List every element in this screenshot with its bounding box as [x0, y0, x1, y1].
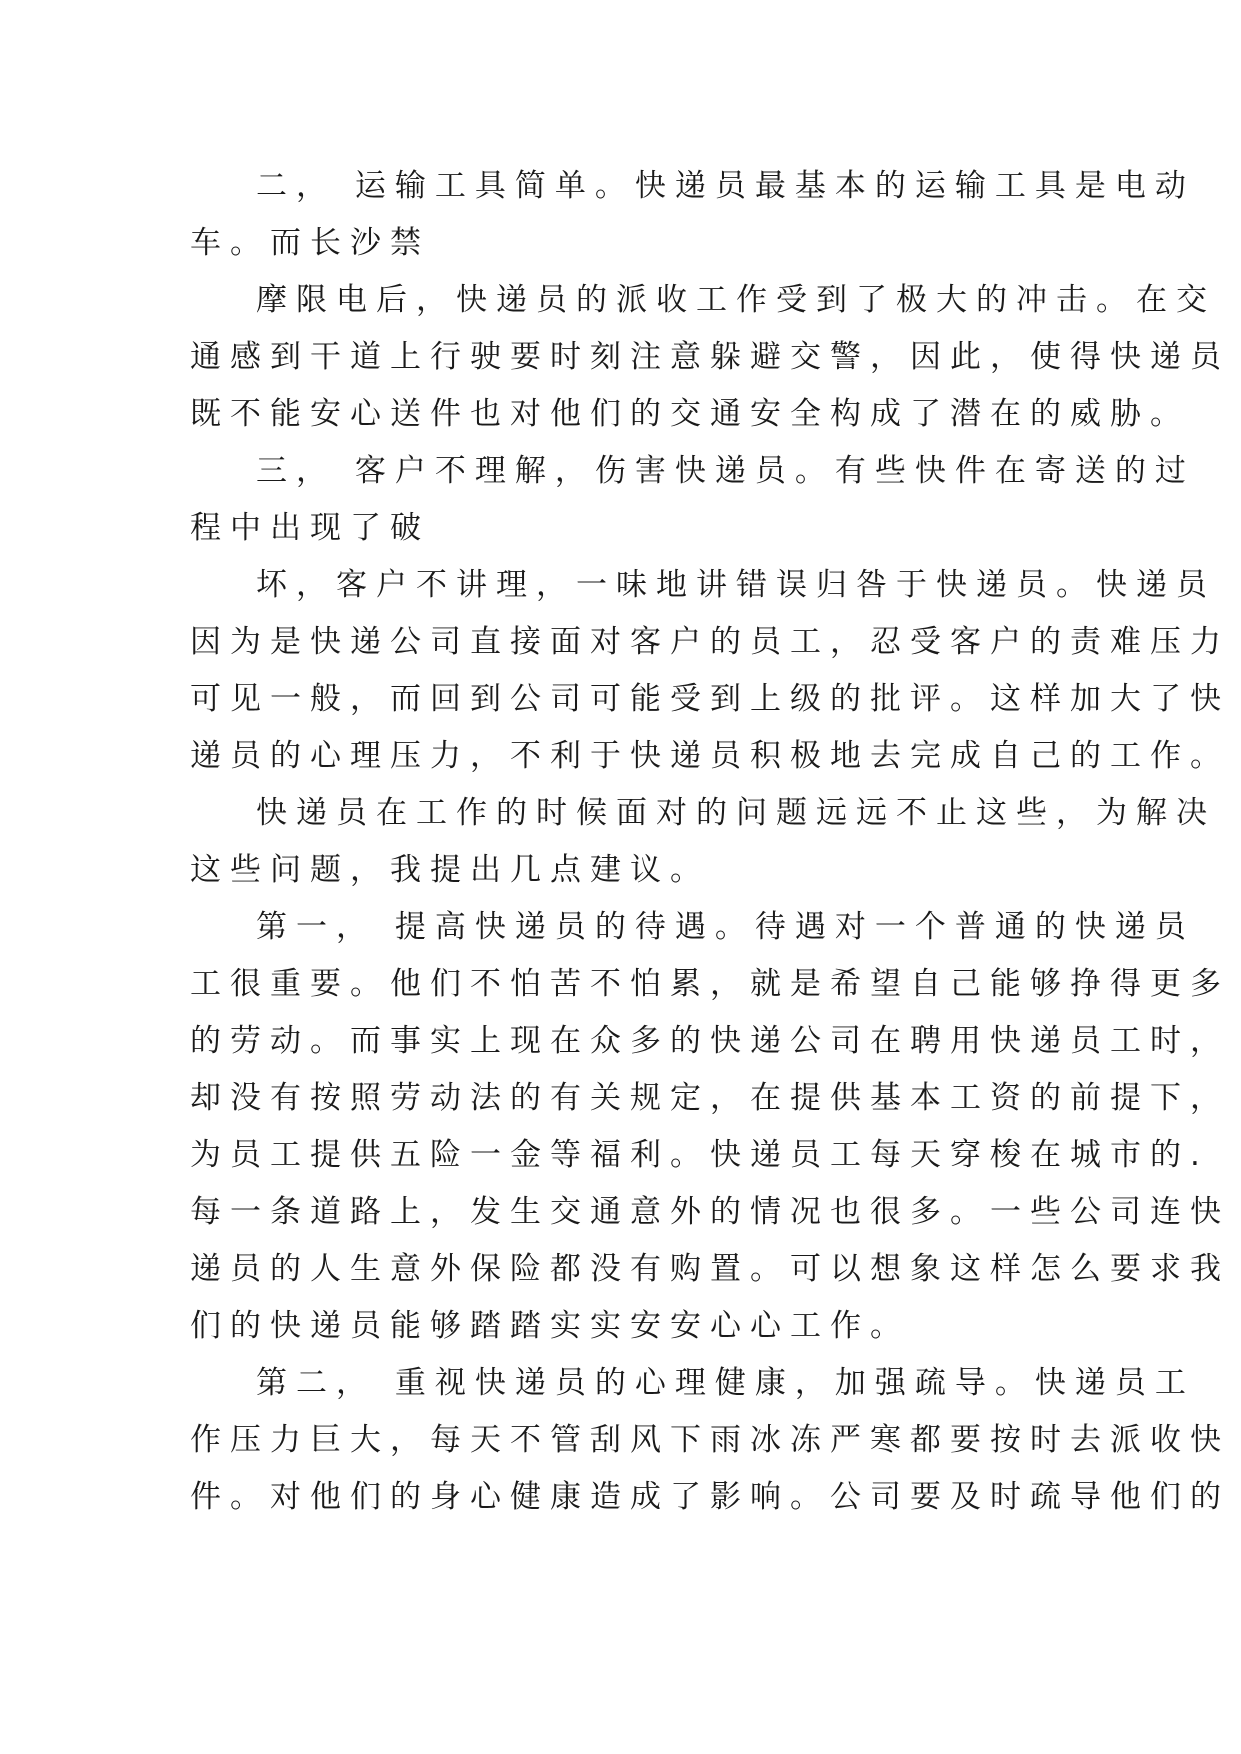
text-line: 为员工提供五险一金等福利。快递员工每天穿梭在城市的. — [190, 1137, 1209, 1173]
text-line: 三， 客户不理解，伤害快递员。有些快件在寄送的过 — [256, 453, 1195, 489]
text-line: 第二， 重视快递员的心理健康，加强疏导。快递员工 — [256, 1365, 1195, 1401]
text-line: 摩限电后，快递员的派收工作受到了极大的冲击。在交 — [256, 282, 1216, 318]
text-line: 却没有按照劳动法的有关规定，在提供基本工资的前提下， — [190, 1080, 1230, 1116]
text-line: 程中出现了破 — [190, 510, 430, 546]
text-line: 件。对他们的身心健康造成了影响。公司要及时疏导他们的 — [190, 1479, 1230, 1515]
text-line: 通感到干道上行驶要时刻注意躲避交警，因此，使得快递员 — [190, 339, 1230, 375]
text-line: 这些问题，我提出几点建议。 — [190, 852, 710, 888]
text-line: 因为是快递公司直接面对客户的员工，忍受客户的责难压力 — [190, 624, 1230, 660]
text-line: 的劳动。而事实上现在众多的快递公司在聘用快递员工时， — [190, 1023, 1230, 1059]
text-line: 可见一般，而回到公司可能受到上级的批评。这样加大了快 — [190, 681, 1230, 717]
text-line: 每一条道路上，发生交通意外的情况也很多。一些公司连快 — [190, 1194, 1230, 1230]
text-line: 车。而长沙禁 — [190, 225, 430, 261]
text-line: 坏，客户不讲理，一味地讲错误归咎于快递员。快递员 — [256, 567, 1216, 603]
text-line: 二， 运输工具简单。快递员最基本的运输工具是电动 — [256, 168, 1195, 204]
text-line: 第一， 提高快递员的待遇。待遇对一个普通的快递员 — [256, 909, 1195, 945]
text-line: 作压力巨大，每天不管刮风下雨冰冻严寒都要按时去派收快 — [190, 1422, 1230, 1458]
text-line: 既不能安心送件也对他们的交通安全构成了潜在的威胁。 — [190, 396, 1190, 432]
text-line: 们的快递员能够踏踏实实安安心心工作。 — [190, 1308, 910, 1344]
text-line: 递员的心理压力，不利于快递员积极地去完成自己的工作。 — [190, 738, 1230, 774]
text-line: 递员的人生意外保险都没有购置。可以想象这样怎么要求我 — [190, 1251, 1230, 1287]
text-line: 工很重要。他们不怕苦不怕累，就是希望自己能够挣得更多 — [190, 966, 1230, 1002]
text-line: 快递员在工作的时候面对的问题远远不止这些，为解决 — [256, 795, 1216, 831]
